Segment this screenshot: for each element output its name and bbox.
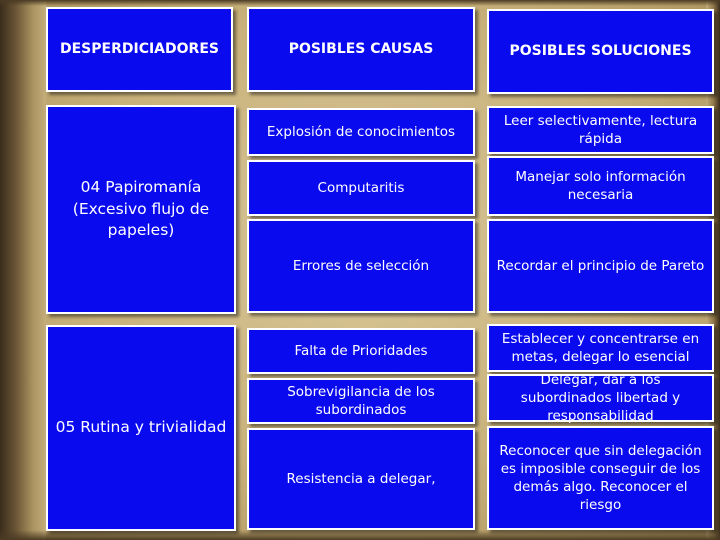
scroll-edge-bottom	[0, 530, 720, 540]
cause-cell	[247, 160, 475, 216]
solution-label: Manejar solo información necesaria	[515, 168, 686, 203]
solution-label: Establecer y concentrarse en metas, delegar lo esencial	[501, 330, 700, 365]
cause-cell	[247, 428, 475, 530]
waster-cell-05	[46, 325, 236, 531]
solution-cell	[487, 371, 714, 425]
solution-cell	[487, 426, 714, 530]
header-solutions	[487, 9, 714, 94]
header-causes	[247, 7, 475, 92]
header-causes-label: POSIBLES CAUSAS	[288, 41, 434, 58]
solution-label: Leer selectivamente, lectura rápida	[503, 112, 698, 147]
solution-label: Recordar el principio de Pareto	[496, 257, 705, 274]
cause-cell	[247, 378, 475, 424]
header-wasters	[46, 7, 233, 92]
cause-label: Errores de selección	[292, 257, 430, 274]
solution-cell	[487, 324, 714, 372]
solution-label: Reconocer que sin delegación es imposible conseguir de los demás algo. Reconocer el riesgo	[499, 442, 702, 514]
cause-label: Resistencia a delegar,	[286, 470, 436, 487]
cause-label: Sobrevigilancia de los subordinados	[287, 383, 435, 418]
waster-label: 05 Rutina y trivialidad	[55, 418, 227, 437]
solution-cell	[487, 219, 714, 313]
cause-cell	[247, 328, 475, 374]
cause-cell	[247, 219, 475, 313]
solution-label: Delegar, dar a los subordinados libertad y responsabilidad	[520, 371, 681, 425]
cause-label: Explosión de conocimientos	[266, 123, 456, 140]
cause-label: Computaritis	[317, 179, 405, 196]
solution-cell	[487, 156, 714, 216]
scroll-rod-left	[0, 0, 46, 540]
waster-cell-04	[46, 105, 236, 314]
scroll-edge-top	[0, 0, 720, 6]
cause-cell	[247, 108, 475, 156]
waster-label: 04 Papiromanía (Excesivo flujo de papeles)	[72, 177, 210, 240]
header-solutions-label: POSIBLES SOLUCIONES	[509, 43, 692, 60]
cause-label: Falta de Prioridades	[294, 342, 428, 359]
solution-cell	[487, 106, 714, 154]
header-wasters-label: DESPERDICIADORES	[60, 41, 219, 58]
